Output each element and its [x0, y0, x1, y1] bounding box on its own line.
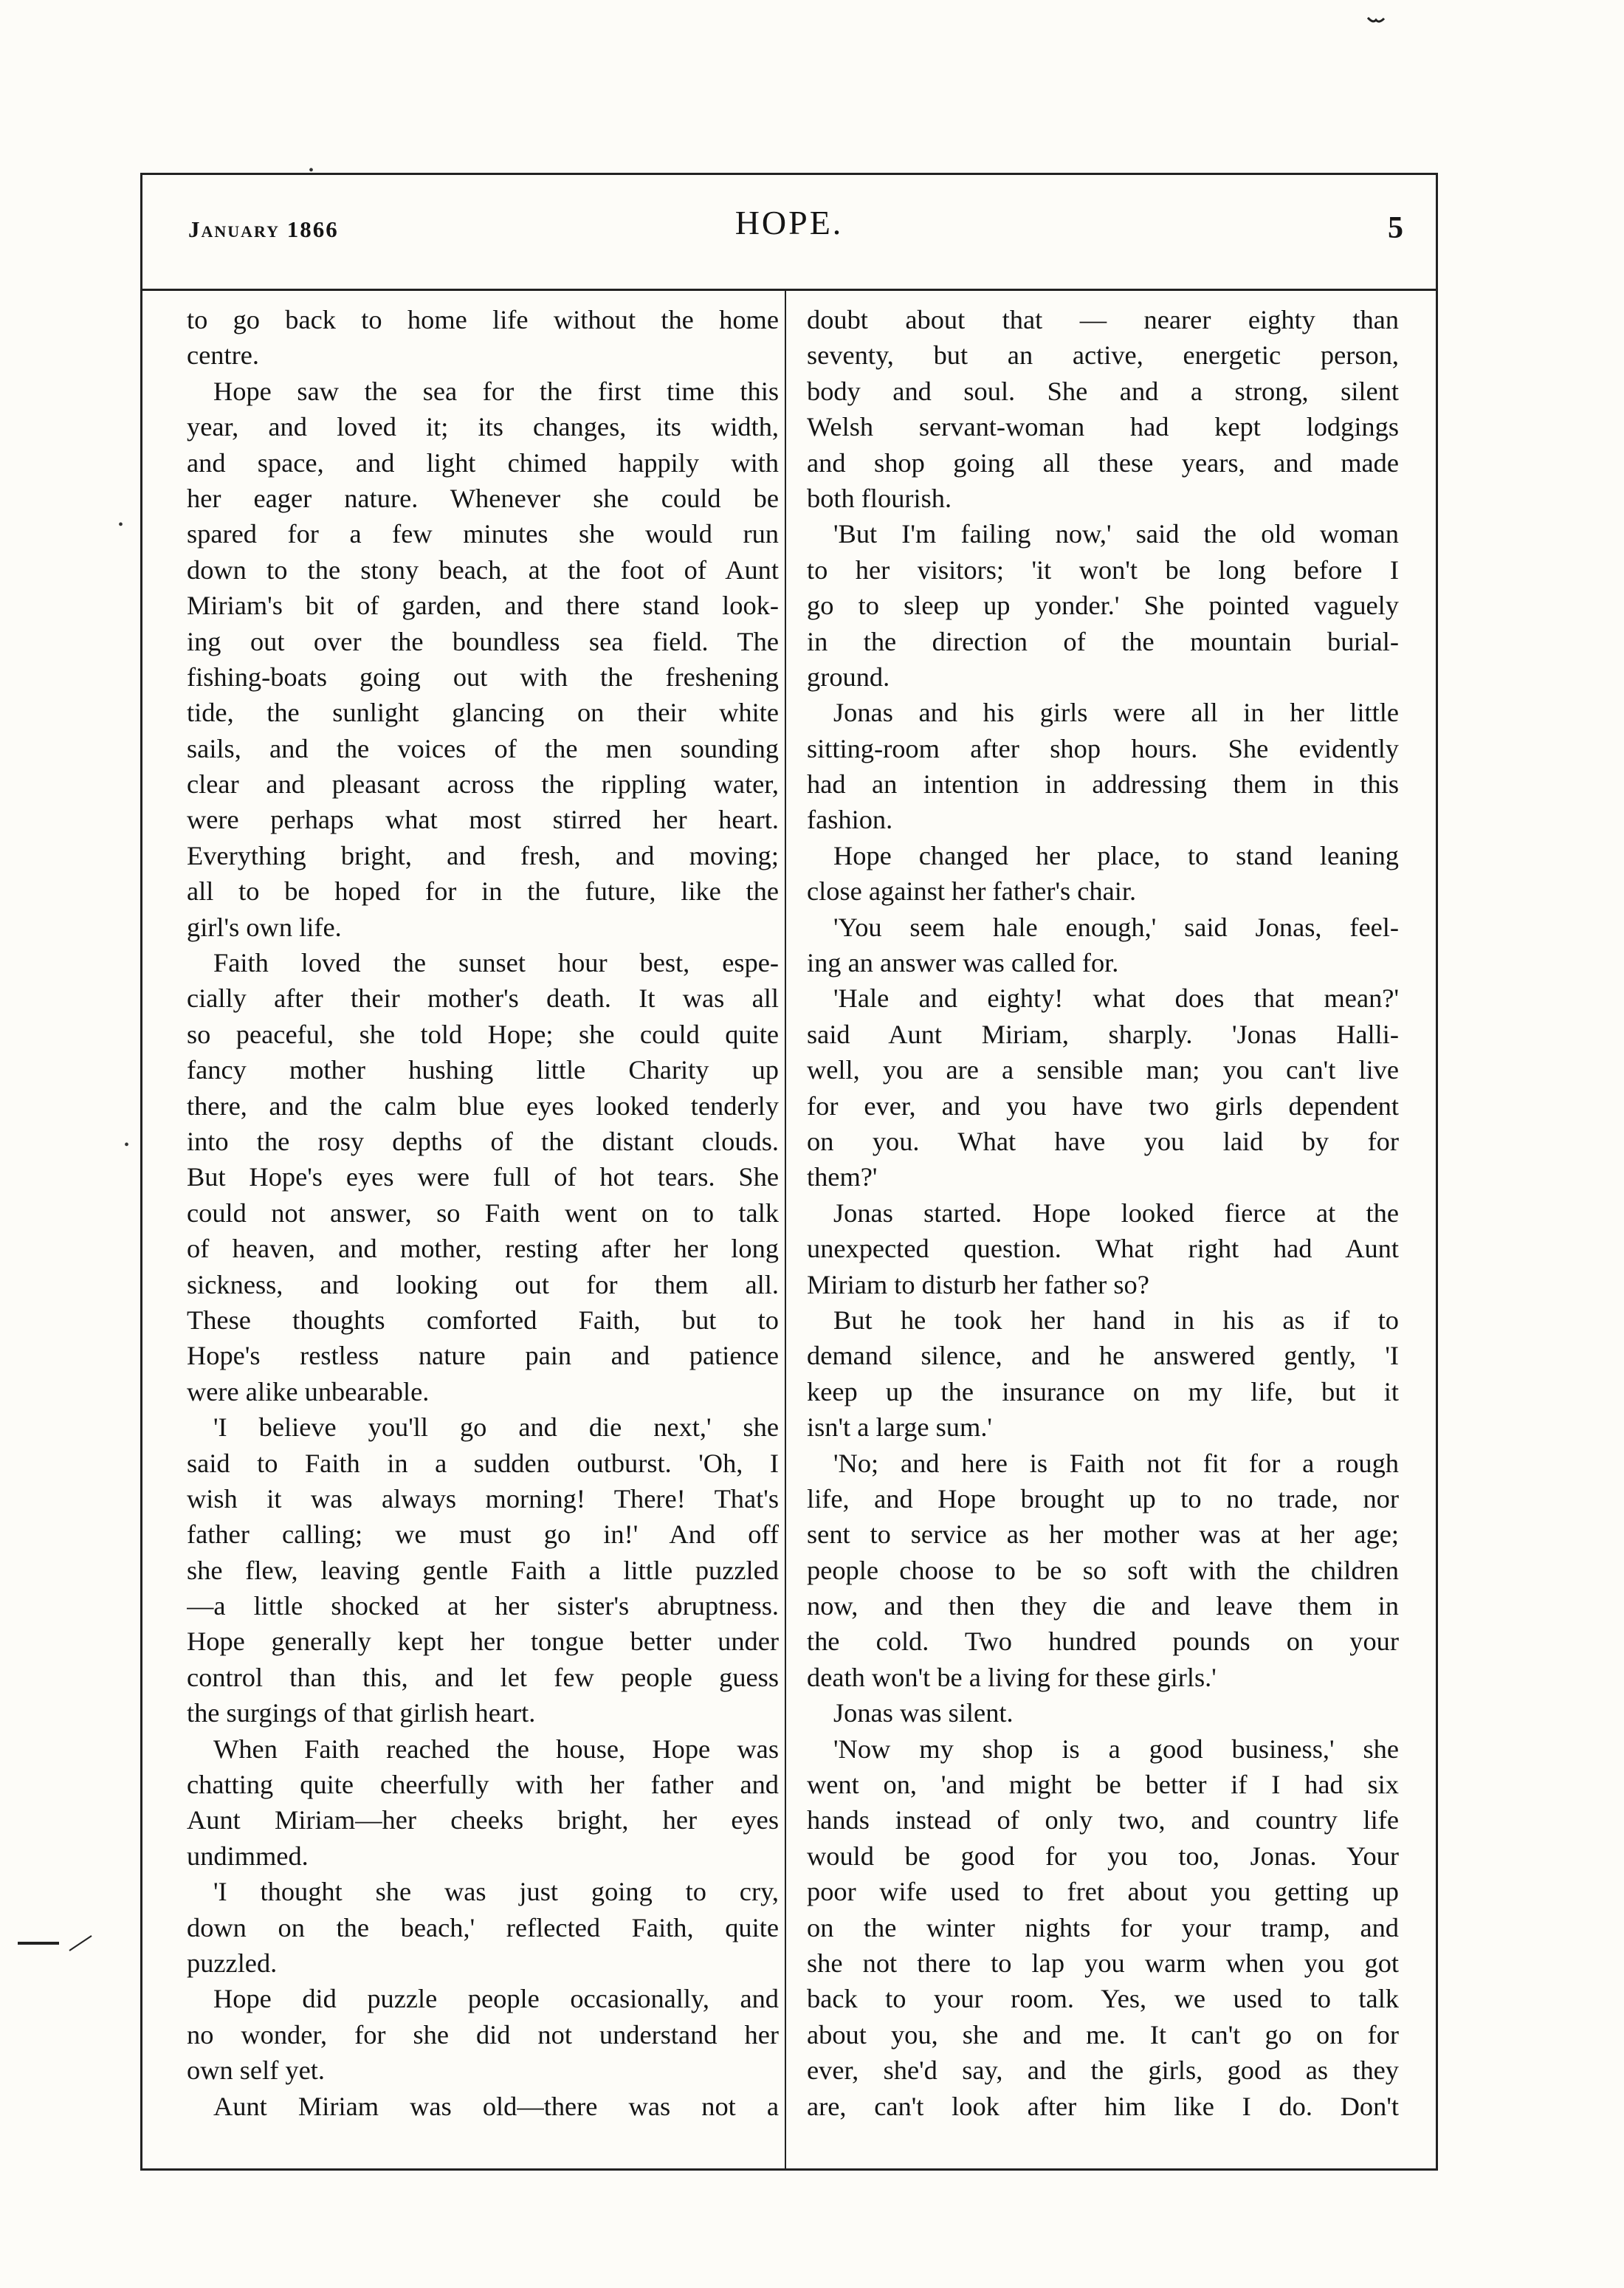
text-line: spared for a few minutes she would run	[187, 519, 779, 549]
margin-dot-icon: •	[118, 517, 124, 533]
text-line: on the winter nights for your tramp, and	[807, 1912, 1399, 1942]
text-line: she not there to lap you warm when you got	[807, 1948, 1399, 1978]
text-line: Miriam's bit of garden, and there stand look-	[187, 591, 779, 621]
text-line: keep up the insurance on my life, but it	[807, 1376, 1399, 1406]
text-line: centre.	[187, 340, 259, 371]
text-line: cially after their mother's death. It was all	[187, 983, 779, 1014]
text-line: Jonas was silent.	[833, 1698, 1014, 1728]
text-line: When Faith reached the house, Hope was	[213, 1734, 779, 1764]
text-line: were perhaps what most stirred her heart.	[187, 805, 779, 835]
text-line: seventy, but an active, energetic person,	[807, 340, 1399, 371]
text-line: the surgings of that girlish heart.	[187, 1698, 536, 1728]
text-line: poor wife used to fret about you getting up	[807, 1877, 1399, 1907]
text-line: down on the beach,' reflected Faith, quite	[187, 1912, 779, 1942]
text-line: undimmed.	[187, 1841, 309, 1871]
text-line: year, and loved it; its changes, its width,	[187, 412, 779, 442]
text-line: now, and then they die and leave them in	[807, 1591, 1399, 1621]
text-line: are, can't look after him like I do. Don't	[807, 2091, 1399, 2121]
text-line: chatting quite cheerfully with her father and	[187, 1770, 779, 1800]
text-line: were alike unbearable.	[187, 1376, 430, 1406]
text-line: 'No; and here is Faith not fit for a rough	[833, 1448, 1399, 1478]
text-line: and shop going all these years, and made	[807, 447, 1399, 478]
text-line: control than this, and let few people guess	[187, 1662, 779, 1692]
text-line: Everything bright, and fresh, and moving;	[187, 840, 779, 870]
text-line: girl's own life.	[187, 912, 342, 942]
text-line: people choose to be so soft with the children	[807, 1555, 1399, 1585]
text-line: would be good for you too, Jonas. Your	[807, 1841, 1399, 1871]
text-line: Miriam to disturb her father so?	[807, 1269, 1149, 1299]
text-line: 'Now my shop is a good business,' she	[833, 1734, 1399, 1764]
text-line: Jonas and his girls were all in her little	[833, 698, 1399, 728]
text-line: close against her father's chair.	[807, 876, 1137, 907]
text-line: Welsh servant-woman had kept lodgings	[807, 412, 1399, 442]
header-date: January 1866	[188, 216, 339, 242]
text-line: into the rosy depths of the distant clouds.	[187, 1126, 779, 1156]
text-line: she flew, leaving gentle Faith a little puzzled	[187, 1555, 779, 1585]
text-line: isn't a large sum.'	[807, 1412, 992, 1443]
text-line: Hope's restless nature pain and patience	[187, 1341, 779, 1371]
text-line: sitting-room after shop hours. She evidently	[807, 733, 1399, 763]
text-line: sails, and the voices of the men sounding	[187, 733, 779, 763]
text-line: them?'	[807, 1162, 878, 1192]
text-line: and space, and light chimed happily with	[187, 447, 779, 478]
text-line: ing out over the boundless sea field. The	[187, 626, 779, 656]
text-line: body and soul. She and a strong, silent	[807, 376, 1399, 406]
text-line: Aunt Miriam—her cheeks bright, her eyes	[187, 1805, 779, 1835]
text-line: so peaceful, she told Hope; she could quite	[187, 1019, 779, 1049]
text-line: death won't be a living for these girls.'	[807, 1662, 1217, 1692]
text-line: of heaven, and mother, resting after her long	[187, 1234, 779, 1264]
text-line: ground.	[807, 662, 890, 692]
text-line: down to the stony beach, at the foot of Aunt	[187, 554, 779, 585]
text-line: in the direction of the mountain burial-	[807, 626, 1399, 656]
running-header	[142, 175, 1436, 291]
text-line: fishing-boats going out with the freshening	[187, 662, 779, 692]
text-line: sent to service as her mother was at her age;	[807, 1519, 1399, 1550]
page-frame	[140, 173, 1438, 2171]
text-line: These thoughts comforted Faith, but to	[187, 1305, 779, 1335]
text-line: But Hope's eyes were full of hot tears. She	[187, 1162, 779, 1192]
text-line: hands instead of only two, and country life	[807, 1805, 1399, 1835]
page-title: HOPE.	[734, 204, 844, 241]
text-line: wish it was always morning! There! That's	[187, 1483, 779, 1514]
text-line: had an intention in addressing them in this	[807, 769, 1399, 800]
text-line: 'I believe you'll go and die next,' she	[213, 1412, 779, 1443]
column-divider	[785, 289, 786, 2168]
text-line: fashion.	[807, 805, 893, 835]
text-line: 'Hale and eighty! what does that mean?'	[833, 983, 1399, 1014]
text-line: 'But I'm failing now,' said the old woman	[833, 519, 1399, 549]
text-line: Jonas started. Hope looked fierce at the	[833, 1198, 1399, 1228]
text-line: life, and Hope brought up to no trade, nor	[807, 1483, 1399, 1514]
text-line: all to be hoped for in the future, like the	[187, 876, 779, 907]
text-line: no wonder, for she did not understand her	[187, 2019, 779, 2050]
text-line: Aunt Miriam was old—there was not a	[213, 2091, 779, 2121]
text-line: But he took her hand in his as if to	[833, 1305, 1399, 1335]
margin-dot-icon: •	[124, 1137, 130, 1153]
text-line: said to Faith in a sudden outburst. 'Oh, I	[187, 1448, 779, 1478]
text-line: well, you are a sensible man; you can't live	[807, 1055, 1399, 1085]
text-line: Hope generally kept her tongue better under	[187, 1626, 779, 1657]
text-line: doubt about that — nearer eighty than	[807, 305, 1399, 334]
text-line: ing an answer was called for.	[807, 948, 1119, 978]
text-line: for ever, and you have two girls dependent	[807, 1090, 1399, 1121]
text-line: go to sleep up yonder.' She pointed vaguely	[807, 591, 1399, 621]
text-line: her eager nature. Whenever she could be	[187, 483, 779, 513]
text-line: —a little shocked at her sister's abruptness.	[187, 1591, 779, 1621]
text-line: fancy mother hushing little Charity up	[187, 1055, 779, 1085]
text-line: tide, the sunlight glancing on their white	[187, 698, 779, 728]
text-line: about you, she and me. It can't go on for	[807, 2019, 1399, 2050]
text-line: sickness, and looking out for them all.	[187, 1269, 779, 1299]
text-line: Hope saw the sea for the first time this	[213, 376, 779, 406]
text-line: could not answer, so Faith went on to talk	[187, 1198, 779, 1228]
right-column	[807, 302, 1399, 2124]
text-line: said Aunt Miriam, sharply. 'Jonas Halli-	[807, 1019, 1399, 1049]
text-line: both flourish.	[807, 483, 952, 513]
text-line: back to your room. Yes, we used to talk	[807, 1984, 1399, 2014]
left-column	[187, 302, 779, 2124]
corner-mark-icon	[1367, 16, 1385, 24]
text-line: the cold. Two hundred pounds on your	[807, 1626, 1399, 1657]
text-line: father calling; we must go in!' And off	[187, 1519, 779, 1550]
text-line: own self yet.	[187, 2055, 325, 2086]
text-line: puzzled.	[187, 1948, 278, 1978]
text-line: Hope changed her place, to stand leaning	[833, 840, 1399, 870]
text-line: there, and the calm blue eyes looked tenderly	[187, 1090, 779, 1121]
text-line: 'You seem hale enough,' said Jonas, feel-	[833, 912, 1399, 942]
text-line: Faith loved the sunset hour best, espe-	[213, 948, 779, 978]
text-line: on you. What have you laid by for	[807, 1126, 1399, 1156]
text-line: 'I thought she was just going to cry,	[213, 1877, 779, 1907]
text-line: went on, 'and might be better if I had six	[807, 1770, 1399, 1800]
margin-dash-icon	[15, 1934, 96, 1957]
text-line: Hope did puzzle people occasionally, and	[213, 1984, 779, 2014]
text-line: to go back to home life without the home	[187, 305, 779, 334]
text-line: unexpected question. What right had Aunt	[807, 1234, 1399, 1264]
page-number: 5	[1388, 211, 1403, 245]
margin-dot-icon: •	[309, 162, 314, 179]
text-line: clear and pleasant across the rippling water,	[187, 769, 779, 800]
text-line: demand silence, and he answered gently, 'I	[807, 1341, 1399, 1371]
text-line: ever, she'd say, and the girls, good as they	[807, 2055, 1399, 2086]
text-line: to her visitors; 'it won't be long before I	[807, 554, 1399, 585]
